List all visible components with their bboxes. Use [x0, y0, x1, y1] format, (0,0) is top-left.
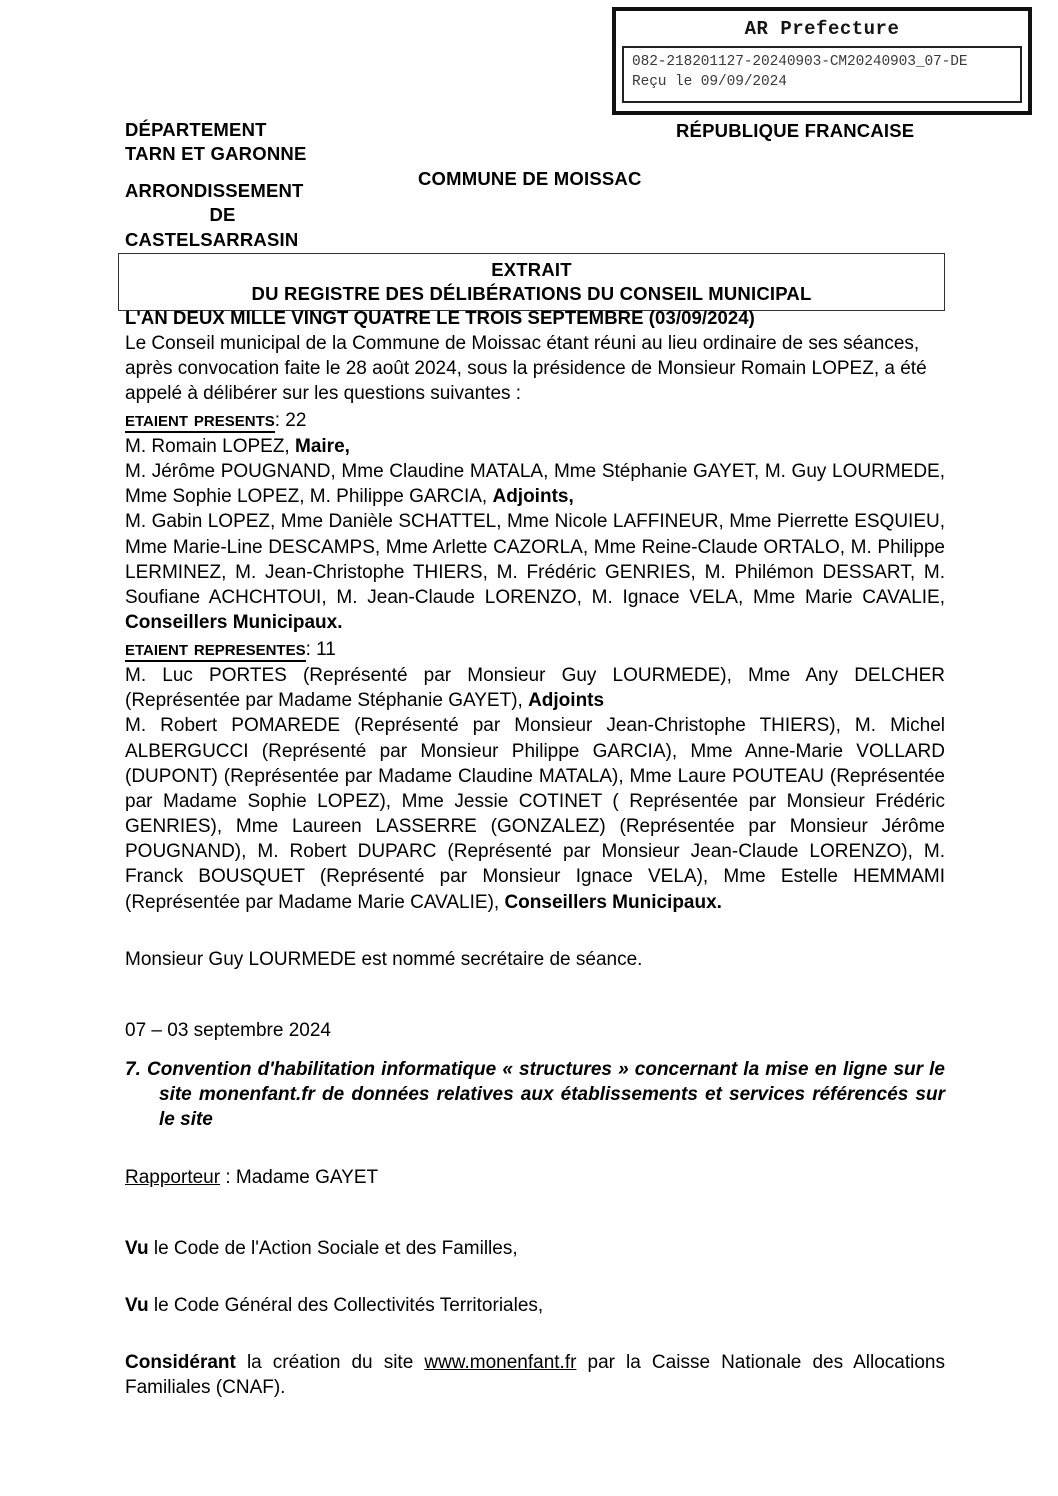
presents-adjoints-names: M. Jérôme POUGNAND, Mme Claudine MATALA, Mme Stéphanie GAYET, M. Guy LOURMEDE, Mme Sophie LOPEZ, M. Philippe GARCIA, — [125, 461, 945, 508]
intro-paragraph: Le Conseil municipal de la Commune de Moissac étant réuni au lieu ordinaire de ses séances, après convocation faite le 28 août 2024, sous la présidence de Monsieur Romain LOPEZ, a été appelé à délibérer sur les questions suivantes : — [125, 332, 927, 404]
departement-label: DÉPARTEMENT — [125, 119, 267, 140]
rapporteur-label: Rapporteur — [125, 1166, 221, 1188]
header-left-block — [125, 118, 320, 252]
representes-conseillers-line — [125, 713, 945, 914]
presents-heading — [125, 406, 945, 434]
representes-adjoints-names: M. Luc PORTES (Représenté par Monsieur Guy LOURMEDE), Mme Any DELCHER (Représentée par Madame Stéphanie GAYET), — [125, 665, 945, 712]
representes-count: : 11 — [305, 639, 336, 661]
representes-adjoints-role: Adjoints — [528, 690, 605, 712]
secretary-line: Monsieur Guy LOURMEDE est nommé secrétaire de séance. — [125, 948, 643, 970]
spacer — [125, 915, 945, 947]
republique-francaise-heading: RÉPUBLIQUE FRANCAISE — [676, 120, 915, 141]
vu-keyword: Vu — [125, 1294, 149, 1316]
session-date-heading: L'AN DEUX MILLE VINGT QUATRE LE TROIS SEPTEMBRE (03/09/2024) — [125, 307, 755, 328]
considerant-clause — [125, 1350, 945, 1400]
stamp-title: AR Prefecture — [744, 18, 900, 40]
rapporteur-value: : Madame GAYET — [220, 1166, 379, 1188]
representes-adjoints-line — [125, 663, 945, 713]
presents-maire-line — [125, 434, 945, 459]
extrait-line-2: DU REGISTRE DES DÉLIBÉRATIONS DU CONSEIL MUNICIPAL — [251, 282, 812, 304]
vu-clause-2 — [125, 1293, 945, 1318]
presents-conseillers-names: M. Gabin LOPEZ, Mme Danièle SCHATTEL, Mme Nicole LAFFINEUR, Mme Pierrette ESQUIEU, Mme Marie-Line DESCAMPS, Mme Arlette CAZORLA, Mme Reine-Claude ORTALO, M. Philippe LERMINEZ, M. Jean-Christophe THIERS, M. Frédéric GENRIES, M. Philémon DESSART, M. Soufiane ACHCHTOUI, M. Jean-Claude LORENZO, M. Ignace VELA, Mme Marie CAVALIE, — [125, 511, 945, 608]
arrondissement-label: ARRONDISSEMENT — [125, 179, 304, 201]
monenfant-link[interactable]: www.monenfant.fr — [424, 1352, 577, 1374]
extrait-line-1: EXTRAIT — [491, 259, 572, 280]
stamp-reference-box — [622, 46, 1022, 103]
arrondissement-name: CASTELSARRASIN — [125, 228, 299, 250]
rapporteur-line — [125, 1165, 945, 1190]
commune-heading: COMMUNE DE MOISSAC — [418, 168, 642, 189]
deliberation-title: 7. Convention d'habilitation informatique « structures » concernant la mise en ligne sur le site monenfant.fr de données relatives aux établissements et services référencés sur le site — [125, 1059, 945, 1131]
presents-maire-name: M. Romain LOPEZ, — [125, 435, 295, 457]
spacer — [125, 972, 945, 1018]
spacer — [125, 1133, 945, 1165]
vu-text: le Code Général des Collectivités Territoriales, — [148, 1294, 544, 1316]
considerant-pre-text: la création du site — [235, 1352, 425, 1374]
representes-heading — [125, 635, 945, 663]
departement-name: TARN ET GARONNE — [125, 143, 307, 165]
vu-clause-1 — [125, 1236, 945, 1261]
ar-prefecture-stamp — [612, 7, 1032, 115]
document-body — [125, 306, 945, 1400]
extrait-box — [118, 253, 945, 311]
spacer — [125, 1043, 945, 1057]
deliberation-number-date: 07 – 03 septembre 2024 — [125, 1019, 331, 1041]
considerant-keyword: Considérant — [125, 1352, 236, 1374]
vu-text: le Code de l'Action Sociale et des Familles, — [148, 1237, 518, 1259]
presents-conseillers-line — [125, 509, 945, 635]
stamp-reference: 082-218201127-20240903-CM20240903_07-DE — [632, 54, 968, 70]
presents-maire-role: Maire, — [295, 435, 350, 457]
presents-conseillers-role: Conseillers Municipaux. — [125, 612, 343, 634]
presents-adjoints-line — [125, 459, 945, 509]
header-gap — [125, 167, 320, 179]
spacer — [125, 1261, 945, 1293]
spacer — [125, 1318, 945, 1350]
spacer — [125, 1190, 945, 1236]
considerant-post-text: par la Caisse Nationale des Allocations Familiales (CNAF). — [125, 1352, 945, 1399]
presents-adjoints-role: Adjoints, — [492, 486, 574, 508]
presents-label: etaient presents — [125, 408, 275, 432]
representes-label: etaient representes — [125, 637, 306, 661]
representes-conseillers-role: Conseillers Municipaux. — [504, 891, 722, 913]
representes-conseillers-names: M. Robert POMAREDE (Représenté par Monsieur Jean-Christophe THIERS), M. Michel ALBERGUCCI (Représenté par Monsieur Philippe GARCIA), Mme Anne-Marie VOLLARD (DUPONT) (Représentée par Madame Claudine MATALA), Mme Laure POUTEAU (Représentée par Madame Sophie LOPEZ), Mme Jessie COTINET ( Représentée par Monsieur Frédéric GENRIES), Mme Laureen LASSERRE (GONZALEZ) (Représentée par Monsieur Jérôme POUGNAND), M. Robert DUPARC (Représenté par Monsieur Jean-Claude LORENZO), M. Franck BOUSQUET (Représenté par Monsieur Ignace VELA), Mme Estelle HEMMAMI (Représentée par Madame Marie CAVALIE), — [125, 715, 945, 913]
vu-keyword: Vu — [125, 1237, 149, 1259]
stamp-received-date: Reçu le 09/09/2024 — [632, 73, 787, 90]
arrondissement-de: DE — [209, 204, 236, 226]
presents-count: : 22 — [274, 410, 307, 432]
